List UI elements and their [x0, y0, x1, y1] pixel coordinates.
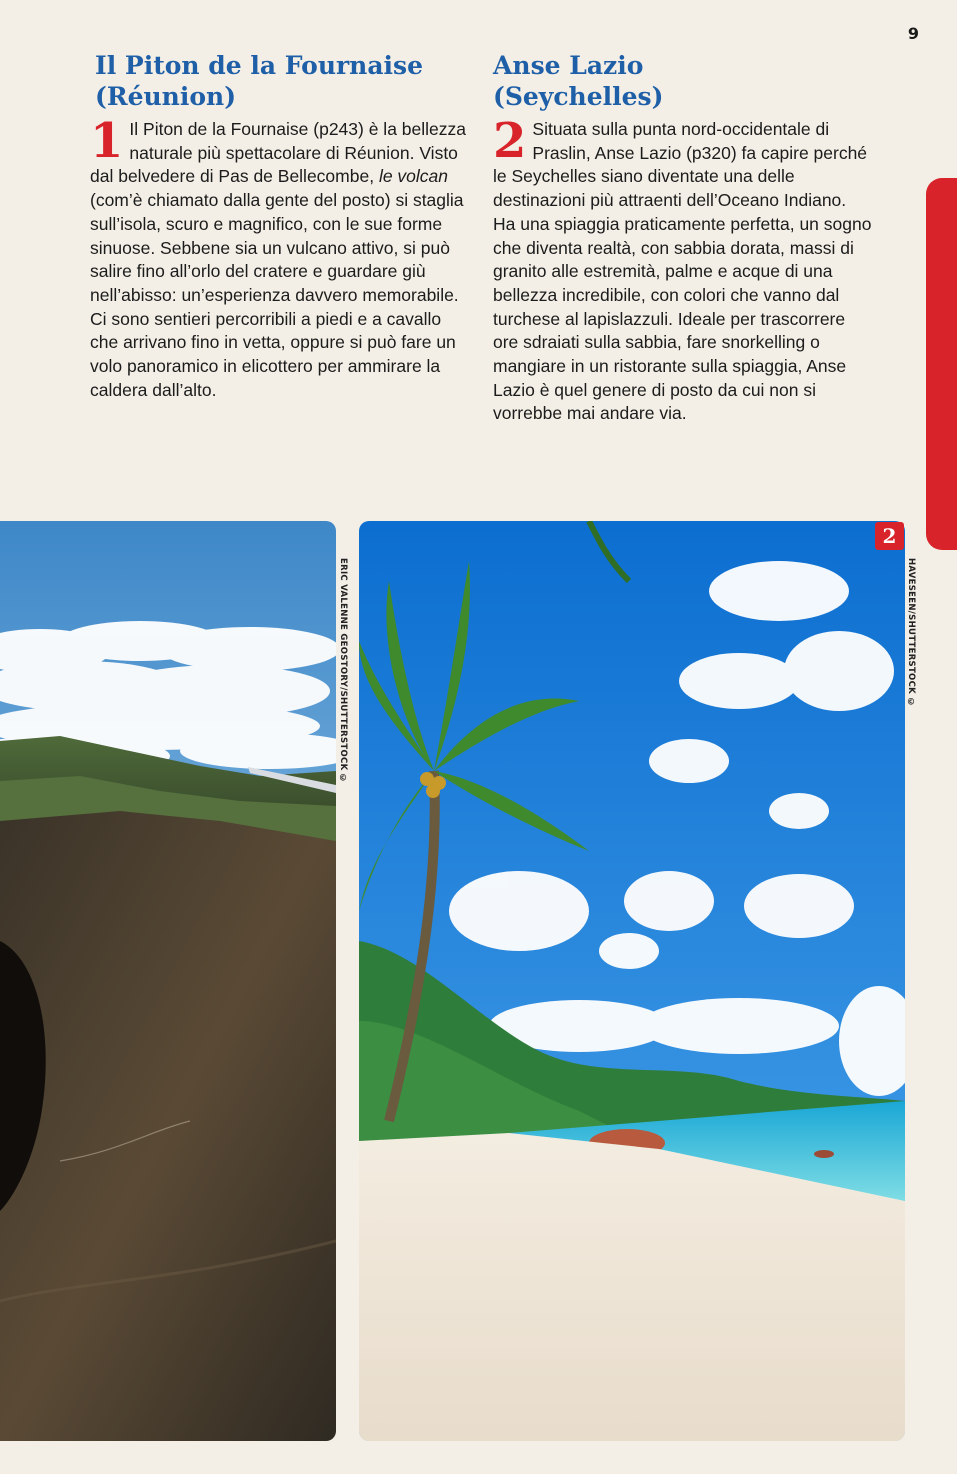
section-body	[90, 113, 470, 402]
section-title-line1: Il Piton de la Fournaise	[95, 51, 424, 80]
section-anse-lazio	[493, 50, 873, 426]
body-text: Situata sulla punta nord-occidentale di Praslin, Anse Lazio (p320) fa capire perché le Seychelles siano diventate una delle destinazioni più attraenti dell’Oceano Indiano. Ha una spiaggia praticamente perfetta, un sogno che diventa realtà, con sabbia dorata, massi di granito alle estremità, palme e acque di una bellezza incredibile, con colori che vanno dal turchese al lapislazzuli. Ideale per trascorrere ore sdraiati sulla sabbia, fare snorkelling o mangiare in un ristorante sulla spiaggia, Anse Lazio è quel genere di posto da cui non si vorrebbe mai andare via.	[493, 119, 872, 424]
volcano-photo	[0, 521, 336, 1441]
photo-credit: HAVESEEN/SHUTTERSTOCK ©	[906, 558, 916, 708]
chapter-tab	[926, 178, 957, 550]
drop-cap-number: 2	[493, 113, 527, 169]
section-title	[90, 50, 470, 112]
section-title-line2: (Seychelles)	[493, 82, 664, 111]
body-text-italic: le volcan	[378, 166, 449, 187]
page-number: 9	[907, 24, 919, 43]
drop-cap-number: 1	[90, 113, 124, 169]
photo-number-badge: 2	[875, 522, 904, 550]
section-title	[493, 50, 873, 112]
beach-photo	[359, 521, 905, 1441]
section-piton-de-la-fournaise	[90, 50, 470, 402]
section-title-line1: Anse Lazio	[493, 51, 644, 80]
body-text-part2: (com’è chiamato dalla gente del posto) si staglia sull’isola, scuro e magnifico, con le sue forme sinuose. Sebbene sia un vulcano attivo, si può salire fino all’orlo del cratere e guardare giù nell’abisso: un’esperienza davvero memorabile. Ci sono sentieri percorribili a piedi e a cavallo che arrivano fino in vetta, oppure si può fare un volo panoramico in elicottero per ammirare la caldera dall’alto.	[90, 190, 464, 400]
photo-credit: ERIC VALENNE GEOSTORY/SHUTTERSTOCK ©	[338, 558, 348, 785]
section-body	[493, 113, 873, 426]
body-text-part1: Il Piton de la Fournaise (p243) è la bellezza naturale più spettacolare di Réunion. Visto dal belvedere di Pas de Bellecombe,	[90, 119, 466, 187]
section-title-line2: (Réunion)	[95, 82, 237, 111]
